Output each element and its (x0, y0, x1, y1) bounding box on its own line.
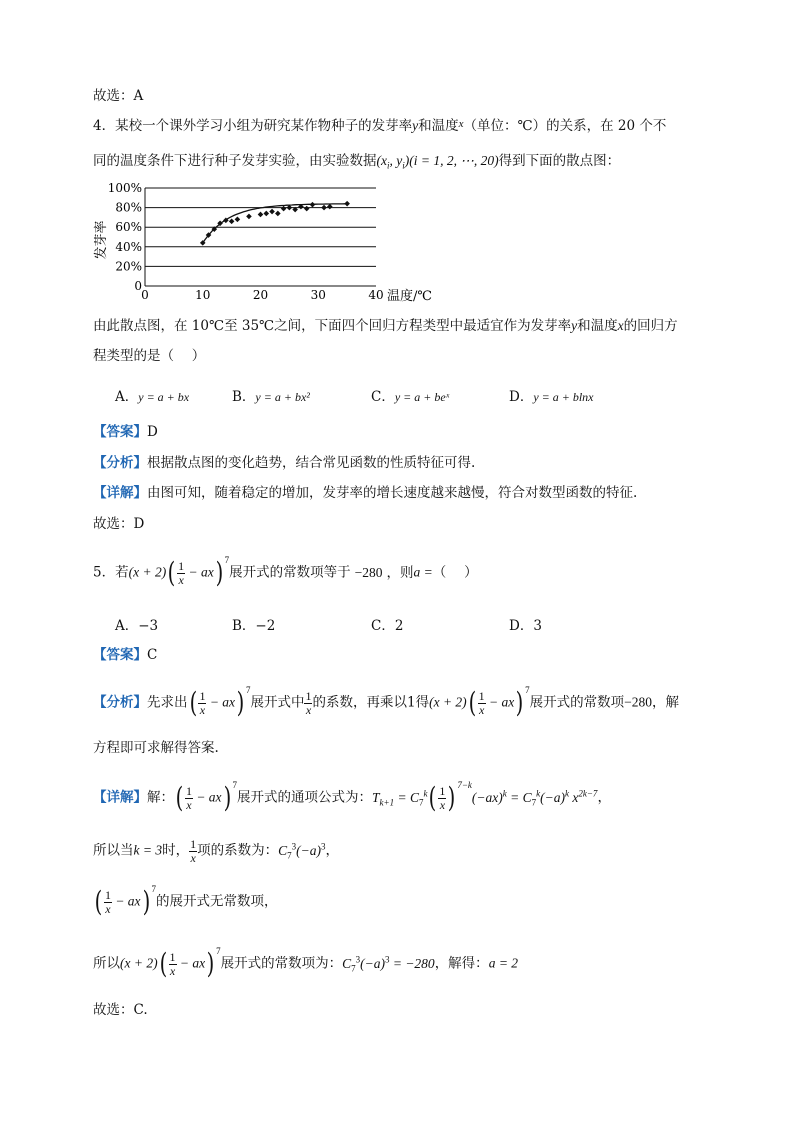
trend-curve (203, 204, 347, 243)
q5-option-b (232, 614, 275, 634)
detail-tag: 【详解】 (93, 789, 147, 806)
comma: ， (325, 842, 339, 859)
paren-left: ( (189, 686, 197, 719)
paren-left: ( (468, 686, 476, 719)
q5-final: 故选：C. (93, 1002, 148, 1018)
exponent-7: 7 (151, 884, 156, 894)
minus-ax: − ax (192, 789, 222, 805)
q5-stem-text: ，则 (386, 564, 414, 581)
q4-stem-text: 4．某校一个课外学习小组为研究某作物种子的发芽率 (93, 118, 413, 134)
q4-detail (93, 485, 637, 501)
k-equals-3: k = 3 (133, 842, 163, 858)
index-range: (i = 1, 2, ⋯, 20) (409, 153, 499, 168)
option-label: D． (509, 389, 534, 405)
q4-after-line1 (93, 318, 678, 334)
paren-right: ) (206, 947, 215, 980)
data-point (327, 204, 333, 210)
option-value: 2 (394, 618, 404, 634)
data-point (310, 202, 316, 208)
fraction-1-over-x: $\frac{1}{x}$ (305, 688, 312, 717)
general-term-rest: $(-ax)^k = C_7^k(-a)^k$ $x^{2k-7}$ (471, 788, 598, 808)
q4-option-a (115, 385, 189, 405)
answer-value: D (147, 424, 158, 440)
q4-option-c (371, 385, 449, 405)
paren-left: ( (167, 556, 176, 589)
y-tick-label: 0 (134, 279, 142, 293)
factor-x-plus-2: (x + 2) (429, 694, 467, 710)
x-tick-label: 40 (368, 288, 384, 302)
option-value: −2 (255, 618, 276, 634)
paren-left: ( (94, 885, 103, 918)
q5-line-no-constant (93, 884, 278, 918)
paren-right: ) (215, 556, 224, 589)
option-label: C． (371, 618, 395, 634)
coefficient-expr: $C_7^3(-a)^3$ (278, 841, 326, 861)
q5-analysis-line2: 方程即可求解得答案. (93, 740, 219, 756)
minus-ax: − ax (185, 564, 214, 580)
data-point (229, 219, 235, 225)
data-point (235, 217, 241, 223)
factor-x-plus-2: (x + 2) (120, 955, 158, 971)
exponent-7-minus-k: 7−k (457, 780, 472, 790)
answer-blank: （ ） (432, 564, 478, 581)
detail-text: ，解得： (434, 955, 489, 972)
q4-stem-line2 (93, 153, 620, 171)
analysis-tag: 【分析】 (93, 455, 147, 471)
data-point (304, 206, 310, 212)
var-x: x (617, 318, 624, 333)
minus-ax: − ax (176, 955, 206, 971)
x-axis-label: 温度/℃ (387, 289, 432, 302)
q5-stem (93, 555, 478, 589)
factor-x-plus-2: (x + 2) (128, 564, 167, 580)
exponent-7: 7 (232, 780, 237, 790)
analysis-text: 展开式中 (250, 694, 305, 711)
option-label: B． (232, 618, 256, 634)
q5-option-c (371, 614, 403, 634)
value-minus-280: −280 (624, 694, 653, 710)
x-tick-labels (141, 288, 383, 302)
data-point (258, 212, 264, 218)
detail-text: 项的系数为： (197, 842, 279, 859)
option-expr: y = a + beˣ (394, 390, 450, 404)
a-equals-2: a = 2 (488, 955, 519, 971)
minus-ax: − ax (485, 694, 515, 710)
x-tick-label: 20 (252, 288, 269, 302)
exponent-7: 7 (216, 946, 221, 956)
paren-right: ) (142, 885, 150, 918)
q4-text: 由此散点图，在 10℃至 35℃之间，下面四个回归方程类型中最适宜作为发芽率 (93, 318, 572, 334)
analysis-text: 展开式的常数项 (529, 694, 625, 711)
fraction-1-over-x: $\frac{1}{x}$ (478, 688, 485, 717)
exponent-7: 7 (245, 685, 251, 695)
fraction-1-over-x: $\frac{1}{x}$ (199, 688, 206, 717)
analysis-tag: 【分析】 (93, 694, 147, 711)
detail-text: 解： (147, 789, 174, 806)
x-tick-label: 30 (310, 288, 326, 302)
comma: ， (597, 789, 611, 806)
data-point (321, 205, 327, 211)
fraction-1-over-x: $\frac{1}{x}$ (178, 558, 185, 587)
detail-text: 所以 (93, 955, 120, 972)
x-tick-label: 10 (195, 288, 211, 302)
a-equals: a = (413, 564, 433, 580)
fraction-1-over-x: $\frac{1}{x}$ (190, 837, 197, 865)
q4-stem-text: 和温度 (418, 118, 459, 134)
q3-answer-line: 故选：A (93, 88, 144, 104)
var-y: y (412, 118, 419, 133)
q5-detail (93, 780, 611, 814)
scatter-chart (93, 180, 453, 302)
paren-right: ) (223, 781, 231, 814)
minus-ax: − ax (111, 893, 141, 909)
q5-line-k (93, 838, 339, 864)
q4-text: 的回归方 (623, 318, 678, 334)
general-term-formula: $T_{k+1} = C_7^k$ (371, 788, 428, 808)
fraction-1-over-x: $\frac{1}{x}$ (185, 783, 192, 812)
paren-right: ) (236, 686, 245, 719)
exponent-7: 7 (525, 685, 530, 695)
detail-text: 展开式的常数项为： (220, 955, 343, 972)
detail-text: 由图可知，随着稳定的增加，发芽率的增长速度越来越慢，符合对数型函数的特征. (147, 485, 638, 501)
y-tick-labels (108, 181, 142, 293)
q4-after-line2: 程类型的是（ ） (93, 348, 206, 364)
q5-line-final (93, 946, 519, 980)
q4-stem-text: （单位：℃）的关系，在 20 个不 (463, 118, 667, 134)
q4-stem-text: 得到下面的散点图： (498, 153, 621, 169)
q4-text: 和温度 (577, 318, 618, 334)
var-x: x (458, 118, 464, 130)
y-tick-label: 80% (115, 200, 142, 215)
detail-text: 所以当 (93, 842, 134, 859)
data-point (246, 214, 252, 220)
q4-stem-text: 同的温度条件下进行种子发芽实验，由实验数据 (93, 153, 377, 169)
data-point (263, 211, 269, 217)
analysis-text: ，解 (652, 694, 680, 711)
chart-grid (145, 188, 376, 286)
y-tick-label: 60% (115, 220, 142, 235)
minus-ax: − ax (206, 694, 236, 710)
option-label: C． (371, 389, 395, 405)
analysis-text: 根据散点图的变化趋势，结合常见函数的性质特征可得. (147, 455, 476, 471)
q5-stem-text: 5．若 (93, 564, 129, 581)
constant-term-expr: $C_7^3(-a)^3 = -280$ (342, 954, 435, 974)
fraction-1-over-x: $\frac{1}{x}$ (169, 949, 176, 978)
q4-stem-line1 (93, 118, 666, 134)
data-point (275, 211, 281, 217)
q4-option-d (509, 385, 594, 405)
exponent-7: 7 (224, 555, 230, 565)
paren-right: ) (448, 781, 456, 814)
q4-final: 故选：D (93, 516, 145, 532)
paren-right: ) (515, 686, 524, 719)
data-pair: ($x_i$, $y_i$) (376, 153, 410, 171)
detail-text: 的展开式无常数项， (155, 893, 278, 910)
option-expr: y = a + bx² (255, 390, 310, 404)
y-axis-label: 发芽率 (94, 220, 109, 260)
q4-analysis (93, 455, 475, 471)
q5-stem-text: 展开式的常数项等于 (229, 564, 351, 581)
option-label: A． (115, 618, 139, 634)
answer-value: C (147, 647, 158, 663)
q5-option-a (115, 614, 158, 634)
var-y: y (571, 318, 578, 333)
option-expr: y = a + blnx (533, 390, 594, 404)
q5-analysis (93, 685, 680, 719)
answer-tag: 【答案】 (93, 424, 147, 440)
detail-tag: 【详解】 (93, 485, 147, 501)
y-tick-label: 20% (115, 259, 142, 274)
detail-text: 展开式的通项公式为： (236, 789, 372, 806)
q5-option-d (509, 614, 542, 634)
fraction-1-over-x: $\frac{1}{x}$ (439, 783, 446, 812)
option-label: D． (509, 618, 534, 634)
paren-left: ( (175, 781, 184, 814)
detail-text: 时， (162, 842, 190, 859)
q4-option-b (232, 385, 310, 405)
option-value: 3 (533, 618, 542, 634)
data-point (344, 201, 350, 207)
option-label: B． (232, 389, 256, 405)
option-expr: y = a + bx (138, 390, 190, 404)
y-tick-label: 40% (115, 239, 142, 254)
value-minus-280: −280 (354, 564, 383, 580)
answer-tag: 【答案】 (93, 647, 147, 663)
option-value: −3 (138, 618, 159, 634)
analysis-text: 先求出 (147, 694, 188, 711)
analysis-text: 的系数，再乘以1得 (312, 694, 430, 711)
y-tick-label: 100% (107, 181, 142, 195)
paren-left: ( (159, 947, 167, 980)
option-label: A． (115, 389, 139, 405)
fraction-1-over-x: $\frac{1}{x}$ (104, 887, 111, 916)
q5-answer (93, 647, 157, 663)
data-point (281, 206, 287, 212)
q4-answer (93, 424, 158, 440)
data-point (269, 209, 275, 215)
paren-left: ( (429, 781, 437, 814)
x-tick-label: 0 (141, 288, 149, 302)
